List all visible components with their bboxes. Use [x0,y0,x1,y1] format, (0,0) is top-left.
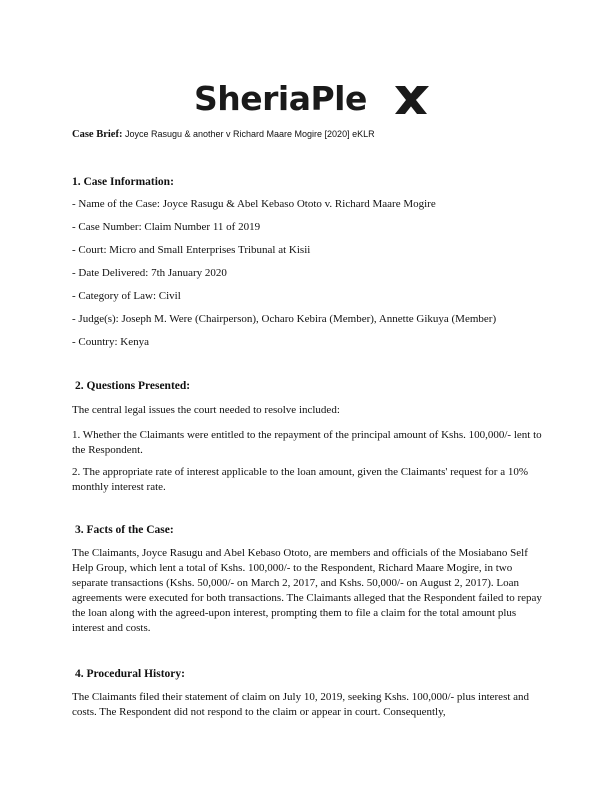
questions-intro: The central legal issues the court needed to resolve included: [72,404,340,416]
sheriaplex-logo [188,76,428,122]
question-item: 1. Whether the Claimants were entitled to the repayment of the principal amount of Kshs. 100,000/- lent to the Respondent. [72,429,542,456]
section-heading-case-information: 1. Case Information: [72,176,174,188]
logo-x-mark-icon [393,82,429,118]
section-heading-procedural-history: 4. Procedural History: [75,668,185,680]
section-heading-facts: 3. Facts of the Case: [75,524,174,536]
case-info-item: - Name of the Case: Joyce Rasugu & Abel Kebaso Ototo v. Richard Maare Mogire [72,198,436,210]
case-info-item: - Country: Kenya [72,336,149,348]
section-heading-questions-presented: 2. Questions Presented: [75,380,191,392]
case-brief-title: Joyce Rasugu & another v Richard Maare Mogire [2020] eKLR [124,129,375,139]
case-info-item: - Case Number: Claim Number 11 of 2019 [72,221,261,233]
logo-wordmark: SheriaPle [194,79,367,118]
case-info-item: - Date Delivered: 7th January 2020 [72,267,227,279]
case-info-item: - Judge(s): Joseph M. Were (Chairperson), Ocharo Kebira (Member), Annette Gikuya (Member) [72,313,497,325]
procedural-paragraph: The Claimants filed their statement of claim on July 10, 2019, seeking Kshs. 100,000/- plus interest and costs. The Respondent did not respond to the claim or appear in court. Consequently, [72,691,530,718]
case-brief-line [72,129,375,140]
case-info-item: - Court: Micro and Small Enterprises Tribunal at Kisii [72,244,311,256]
question-item: 2. The appropriate rate of interest applicable to the loan amount, given the Claimants' request for a 10% monthly interest rate. [72,466,528,493]
case-brief-label: Case Brief: [72,129,123,140]
facts-paragraph: The Claimants, Joyce Rasugu and Abel Kebaso Ototo, are members and officials of the Mosiabano Self Help Group, which lent a total of Kshs. 100,000/- to the Respondent, Richard Maare Mogire, in two separate transactions (Kshs. 50,000/- on March 2, 2017, and Kshs. 50,000/- on August 2, 2017). Loan agreements were executed for both transactions. The Claimants alleged that the Respondent failed to repay the loan along with the agreed-upon interest, prompting them to file a claim for the total amount plus interest and costs. [72,547,542,634]
case-info-item: - Category of Law: Civil [72,290,181,302]
